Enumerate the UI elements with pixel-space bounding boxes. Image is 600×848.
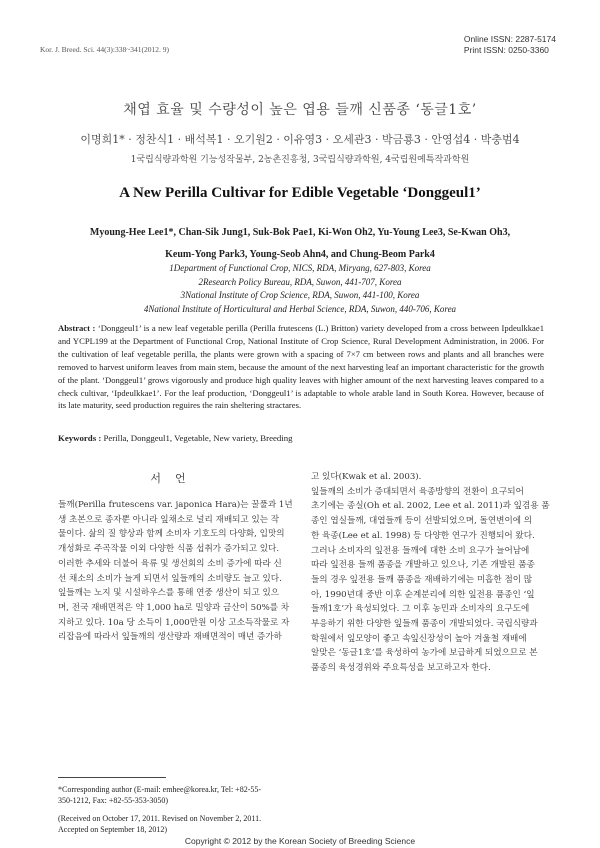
left-line-1: 들깨(Perilla frutescens var. japonica Hara)는 꿀풀과 1년 — [58, 500, 293, 510]
left-line-6: 선 채소의 소비가 늘게 되면서 잎들깨의 소비량도 늘고 있다. — [58, 573, 282, 584]
right-line-5: 한 육종(Lee et al. 1998) 등 다양한 연구가 진행되어 왔다. — [311, 530, 535, 541]
abstract — [58, 322, 544, 412]
affiliation-1: 1Department of Functional Crop, NICS, RDA, Miryang, 627-803, Korea — [169, 263, 431, 273]
print-issn: Print ISSN: 0250-3360 — [463, 44, 549, 55]
issn-block — [464, 34, 556, 55]
right-line-4: 종인 엽실들깨, 대엽들깨 등이 선발되었으며, 돌연변이에 의 — [311, 516, 533, 527]
received-line-2: Accepted on September 18, 2012) — [58, 825, 168, 834]
online-issn: Online ISSN: 2287-5174 — [463, 34, 556, 44]
received-line-1: (Received on October 17, 2011. Revised on November 2, 2011. — [58, 814, 262, 823]
right-line-2: 잎들깨의 소비가 증대되면서 육종방향의 전환이 요구되어 — [311, 486, 524, 497]
right-line-9: 아, 1990년대 중반 이후 순계분리에 의한 잎전용 품종인 ‘잎 — [311, 589, 535, 600]
left-line-2: 생 초본으로 종자뿐 아니라 잎채소로 널리 재배되고 있는 작 — [58, 514, 280, 525]
left-line-10: 리잡음에 따라서 잎들깨의 생산량과 재배면적이 매년 증가하 — [58, 632, 282, 643]
left-line-8: 며, 전국 재배면적은 약 1,000 ha로 밀양과 금산이 50%를 차 — [58, 602, 290, 613]
keywords — [58, 433, 544, 443]
right-line-13: 알맞은 ‘동글1호’를 육성하여 농가에 보급하게 되었으므로 본 — [311, 648, 538, 659]
footnote-divider — [58, 777, 166, 778]
affiliations — [60, 262, 540, 316]
right-line-3: 초기에는 종실(Oh et al. 2002, Lee et al. 2011)과 잎겸용 품 — [311, 501, 550, 512]
keywords-label: Keywords : — [58, 433, 102, 443]
received-dates — [58, 813, 292, 835]
keywords-text: Perilla, Donggeul1, Vegetable, New variety, Breeding — [101, 433, 293, 443]
intro-heading: 서언 — [150, 472, 200, 485]
right-line-11: 부응하기 위한 다양한 잎들깨 품종이 개발되었다. 국립식량과 — [311, 619, 538, 630]
right-line-1: 고 있다(Kwak et al. 2003). — [311, 472, 422, 482]
right-line-10: 들깨1호’가 육성되었다. 그 이후 농민과 소비자의 요구도에 — [311, 604, 530, 615]
english-authors-line-1: Myoung-Hee Lee1*, Chan-Sik Jung1, Suk-Bok Pae1, Ki-Won Oh2, Yu-Young Lee3, Se-Kwan Oh3, — [89, 227, 511, 238]
corresponding-author-footnote — [58, 784, 292, 806]
left-line-3: 물이다. 삶의 질 향상과 함께 소비자 기호도의 다양화, 입맛의 — [58, 529, 285, 540]
left-line-9: 지하고 있다. 10a 당 소득이 1,000만원 이상 고소득작물로 자 — [58, 617, 290, 628]
right-line-12: 학원에서 잎모양이 좋고 속잎신장성이 높아 겨울철 재배에 — [311, 633, 527, 644]
affiliation-3: 3National Institute of Crop Science, RDA, Suwon, 441-100, Korea — [180, 290, 420, 300]
right-line-14: 품종의 육성경위와 주요특성을 보고하고자 한다. — [311, 663, 491, 674]
journal-reference: Kor. J. Breed. Sci. 44(3):338~341(2012. 9) — [40, 45, 170, 54]
affiliation-4: 4National Institute of Horticultural and Herbal Science, RDA, Suwon, 440-706, Korea — [143, 303, 457, 314]
left-line-4: 개성화로 주곡작물 이외 다양한 식품 섭취가 증가되고 있다. — [58, 544, 280, 555]
abstract-label: Abstract : — [58, 323, 96, 333]
copyright-notice: Copyright © 2012 by the Korean Society of Breeding Science — [184, 836, 416, 846]
footnote-line-2: 350-1212, Fax: +82-55-353-3050) — [58, 796, 169, 805]
korean-affiliations: 1국립식량과학원 기능성작물부, 2농촌진흥청, 3국립식량과학원, 4국립원예특작과학원 — [130, 155, 470, 165]
footnote-line-1: *Corresponding author (E-mail: emhee@korea.kr, Tel: +82-55- — [58, 785, 262, 794]
abstract-text: ‘Donggeul1’ is a new leaf vegetable perilla (Perilla frutescens (L.) Britton) variety developed from a cross between Ipdeulkkae1 and YCPL199 at the Department of Functional Crop, National Institute of Crop Science, Rural Development Administration, in 2006. For the cultivation of leaf vegetable perilla, the plants were grown with a spacing of 7×7 cm between rows and plants and all branches were removed to harvest uniform leaves from main stem, because the amount of the next harvesting leaf an important characteristic for the growth of the plant. ‘Donggeul1’ grows vigorously and produce high quality leaves with higher amount of the next harvesting leaves compared to a check cultivar, ‘Ipdeulkkae1’. For the leaf production, ‘Donggeul1’ is adaptable to whole arable land in South Korea. However, because of its late maturity, seed production reguires the rain sheltering stractares. — [58, 323, 544, 411]
english-authors — [60, 222, 540, 266]
left-line-7: 잎들깨는 노지 및 시설하우스를 통해 연중 생산이 되고 있으 — [58, 588, 280, 599]
left-column-text — [58, 498, 292, 645]
affiliation-2: 2Research Policy Bureau, RDA, Suwon, 441-707, Korea — [198, 276, 402, 287]
left-line-5: 이러한 추세와 더불어 육류 및 생선회의 소비 증가에 따라 신 — [58, 558, 282, 569]
right-line-7: 따라 잎전용 들깨 품종을 개발하고 있으나, 기존 개발된 품종 — [311, 560, 535, 571]
english-authors-line-2: Keum-Yong Park3, Young-Seob Ahn4, and Chung-Beom Park4 — [165, 249, 435, 260]
korean-title: 채엽 효율 및 수량성이 높은 엽용 들깨 신품종 ‘동글1호’ — [123, 102, 477, 118]
right-line-6: 그러나 소비자의 잎전용 들깨에 대한 소비 요구가 늘어남에 — [311, 545, 530, 556]
right-column-text — [311, 470, 550, 676]
korean-authors: 이명희1* · 정찬식1 · 배석복1 · 오기원2 · 이유영3 · 오세관3 · 박금룡3 · 안영섭4 · 박충범4 — [80, 133, 520, 146]
right-line-8: 들의 경우 잎전용 들깨 품종을 재배하기에는 미흡한 점이 많 — [311, 574, 533, 585]
english-title: A New Perilla Cultivar for Edible Vegetable ‘Donggeul1’ — [119, 185, 481, 201]
